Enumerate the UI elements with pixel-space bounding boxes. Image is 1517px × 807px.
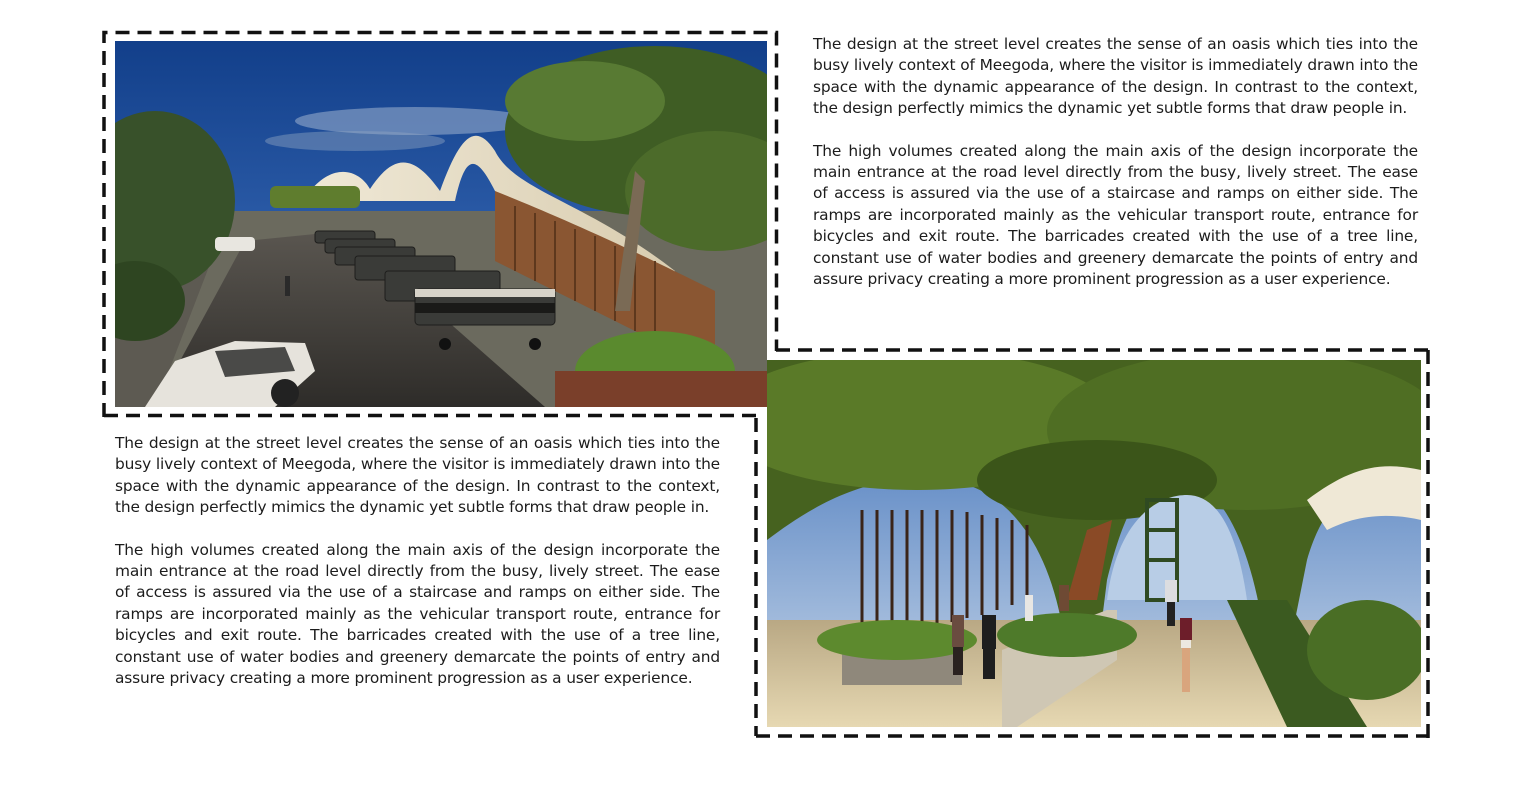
walkway-render-image (767, 360, 1421, 727)
description-paragraph-2: The high volumes created along the main axis of the design incorporate the main entrance at the road level directly from the busy, lively street. The ease of access is assured via the use of a staircase and ramps on either side. The ramps are incorporated mainly as the vehicular transport route, entrance for bicycles and exit route. The barricades created with the use of a tree line, constant use of water bodies and greenery demarcate the points of entry and assure privacy creating a more prominent progression as a user experience. (813, 141, 1418, 289)
street-level-render-image (115, 41, 767, 407)
top-right-description (813, 34, 1418, 290)
description-paragraph-1: The design at the street level creates the sense of an oasis which ties into the busy lively context of Meegoda, where the visitor is immediately drawn into the space with the dynamic appearance of the design. In contrast to the context, the design perfectly mimics the dynamic yet subtle forms that draw people in. (813, 35, 1418, 118)
description-paragraph-1: The design at the street level creates the sense of an oasis which ties into the busy lively context of Meegoda, where the visitor is immediately drawn into the space with the dynamic appearance of the design. In contrast to the context, the design perfectly mimics the dynamic yet subtle forms that draw people in. (115, 434, 720, 517)
description-paragraph-2: The high volumes created along the main axis of the design incorporate the main entrance at the road level directly from the busy, lively street. The ease of access is assured via the use of a staircase and ramps on either side. The ramps are incorporated mainly as the vehicular transport route, entrance for bicycles and exit route. The barricades created with the use of a tree line, constant use of water bodies and greenery demarcate the points of entry and assure privacy creating a more prominent progression as a user experience. (115, 540, 720, 688)
bottom-left-description (115, 433, 720, 689)
